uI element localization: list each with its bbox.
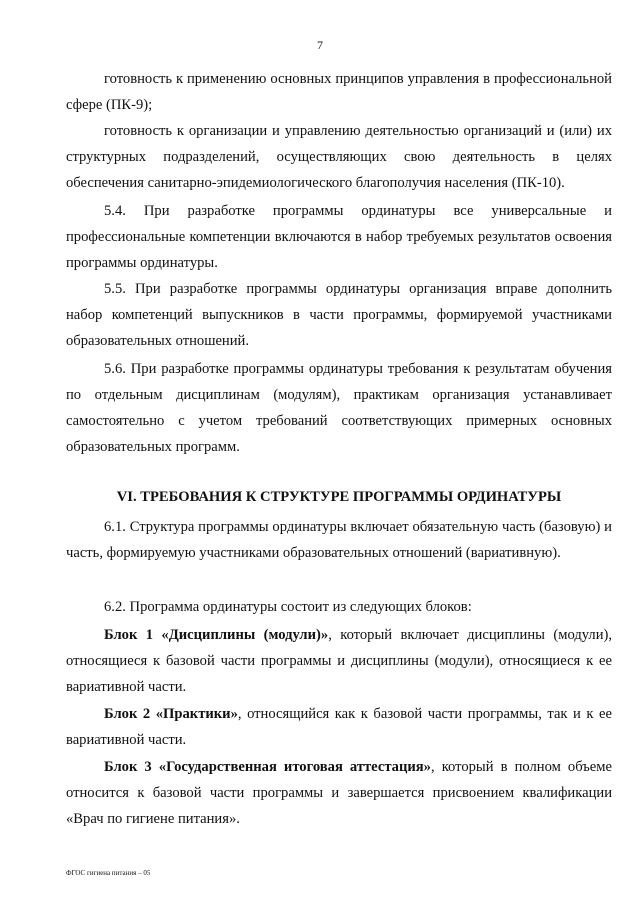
footer-label: ФГОС гигиена питания – 05 [66, 869, 151, 877]
block-3-title: Блок 3 «Государственная итоговая аттестация» [104, 759, 431, 775]
paragraph-pk10: готовность к организации и управлению деятельностью организаций и (или) их структурных подразделений, осуществляющих свою деятельность в целях обеспечения санитарно-эпидемиологического благополучия населения (ПК-10). [66, 123, 612, 191]
block-2-paragraph [66, 701, 612, 753]
page-number: 7 [317, 38, 323, 52]
paragraph-6-2: 6.2. Программа ординатуры состоит из следующих блоков: [104, 599, 472, 615]
block-3-text: , который в полном объеме относится к базовой части программы и завершается присвоением квалификации «Врач по гигиене питания». [66, 759, 612, 827]
section-heading: VI. ТРЕБОВАНИЯ К СТРУКТУРЕ ПРОГРАММЫ ОРДИНАТУРЫ [116, 489, 562, 505]
block-2-title: Блок 2 «Практики» [104, 706, 238, 722]
block-3-paragraph [66, 754, 612, 832]
paragraph-6-1: 6.1. Структура программы ординатуры включает обязательную часть (базовую) и часть, формируемую участниками образовательных отношений (вариативную). [66, 519, 612, 561]
paragraph-5-6: 5.6. При разработке программы ординатуры требования к результатам обучения по отдельным дисциплинам (модулям), практикам организация устанавливает самостоятельно с учетом требований соответствующих примерных основных образовательных программ. [66, 361, 612, 455]
paragraph-5-5: 5.5. При разработке программы ординатуры организация вправе дополнить набор компетенций выпускников в части программы, формируемой участниками образовательных отношений. [66, 281, 612, 349]
block-1-text: , который включает дисциплины (модули), относящиеся к базовой части программы и дисциплины (модули), относящиеся к ее вариативной части. [66, 627, 613, 695]
block-1-paragraph [66, 622, 612, 700]
paragraph-pk9: готовность к применению основных принципов управления в профессиональной сфере (ПК-9); [66, 71, 612, 113]
paragraph-5-4: 5.4. При разработке программы ординатуры все универсальные и профессиональные компетенции включаются в набор требуемых результатов освоения программы ординатуры. [66, 203, 612, 271]
block-1-title: Блок 1 «Дисциплины (модули)» [104, 627, 329, 643]
block-2-text: , относящийся как к базовой части программы, так и к ее вариативной части. [66, 706, 612, 748]
